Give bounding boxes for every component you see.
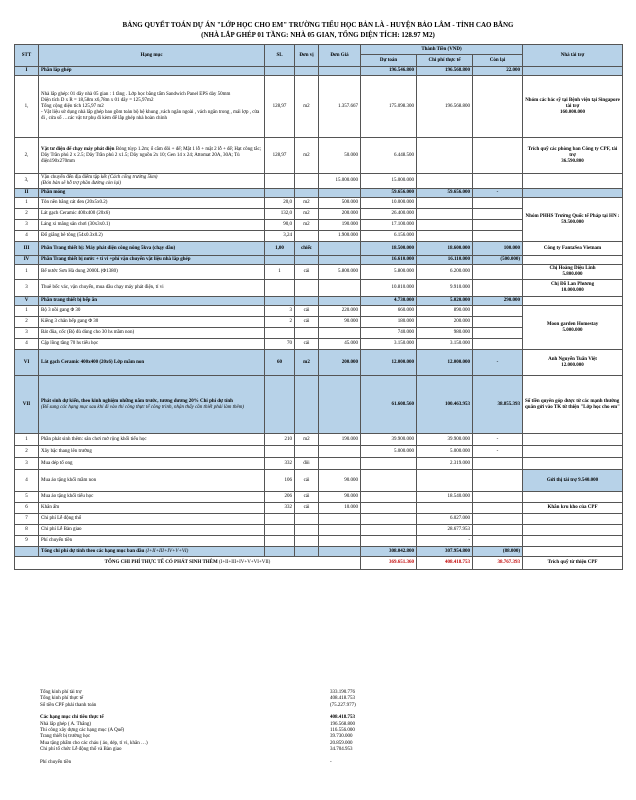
item-name: Tôn nền bằng cát đen (20x5x0.2) bbox=[39, 198, 265, 209]
header-du-toan: Dự toán bbox=[361, 55, 417, 67]
section-name: Phần trang thiết bị bếp ăn bbox=[39, 297, 265, 306]
sponsor-name: Anh Nguyễn Tuấn Việt bbox=[548, 356, 597, 362]
con-lai-cell: 22.000 bbox=[473, 67, 523, 76]
stt-cell: 1, bbox=[15, 76, 39, 138]
summary-value: (75.227.977) bbox=[330, 702, 356, 708]
item-description bbox=[39, 138, 265, 174]
summary-label: Phí chuyển tiền bbox=[40, 759, 72, 765]
stt-cell: II bbox=[15, 189, 39, 198]
section-name: Phần lắp ghép bbox=[39, 67, 265, 76]
desc-line: Tổng cộng diện tích 125,97 m2 bbox=[41, 103, 104, 109]
du-toan-cell: 369.651.360 bbox=[361, 557, 417, 570]
sl-cell: 90,0 bbox=[265, 220, 295, 231]
du-toan-cell: 18.500.000 bbox=[361, 242, 417, 256]
table-row bbox=[15, 306, 623, 317]
dv-cell: m2 bbox=[295, 198, 319, 209]
du-toan-cell: 10.000.000 bbox=[361, 198, 417, 209]
section-row bbox=[15, 350, 623, 376]
dv-cell: m2 bbox=[295, 434, 319, 446]
stt-cell: VII bbox=[15, 376, 39, 434]
con-lai-cell: - bbox=[473, 189, 523, 198]
dv-cell: cái bbox=[295, 470, 319, 492]
dg-cell: 220.000 bbox=[319, 306, 361, 317]
desc-text: Vận chuyển đến địa điểm tập kết bbox=[41, 175, 107, 180]
stt-cell: IV bbox=[15, 256, 39, 265]
stt-cell: 5 bbox=[15, 492, 39, 503]
header-nha-tai-tro: Nhà tài trợ bbox=[523, 45, 623, 67]
item-name: Khăn ấm bbox=[39, 503, 265, 514]
du-toan-cell: 5.000.000 bbox=[361, 446, 417, 458]
thuc-te-cell: 28.677.953 bbox=[417, 525, 473, 536]
dg-cell: 1.900.000 bbox=[319, 231, 361, 242]
table-row bbox=[15, 503, 623, 514]
du-toan-cell: 6.156.000 bbox=[361, 231, 417, 242]
du-toan-cell: 17.100.000 bbox=[361, 220, 417, 231]
stt-cell: 7 bbox=[15, 514, 39, 525]
desc-note: (Cách cổng trường 5km) bbox=[106, 175, 158, 180]
sponsor-cell bbox=[523, 138, 623, 174]
section-row bbox=[15, 67, 623, 76]
sponsor-cell: Khăn kru kho của CPF bbox=[523, 503, 623, 514]
item-name: Bể nước Sơn Hà dung 2000L (Φ1380) bbox=[39, 265, 265, 280]
du-toan-cell: 660.000 bbox=[361, 306, 417, 317]
stt-cell: 3, bbox=[15, 174, 39, 189]
table-row bbox=[15, 536, 623, 547]
summary-label: Thi công xây dựng các hạng mục (A Quế) bbox=[40, 728, 125, 734]
thuc-te-cell: 196.568.800 bbox=[417, 76, 473, 138]
item-name: Bộ 3 nồi gang Φ 30 bbox=[39, 306, 265, 317]
sponsor-name: Nhóm các bác sỹ tại Bệnh viện tại Singapore tài trợ bbox=[525, 97, 620, 109]
header-sl: SL bbox=[265, 45, 295, 67]
sponsor-amount: 5.800.000 bbox=[562, 272, 583, 277]
sponsor-name: Trích quỹ các phòng ban Công ty CPF, tài trợ bbox=[527, 146, 618, 158]
sponsor-cell bbox=[523, 306, 623, 350]
sponsor-amount: 160.000.000 bbox=[560, 109, 586, 115]
stt-cell: VI bbox=[15, 350, 39, 376]
header-don-gia: Đơn Giá bbox=[319, 45, 361, 67]
section-row bbox=[15, 189, 623, 198]
thuc-te-cell: 18.600.000 bbox=[417, 242, 473, 256]
table-row bbox=[15, 434, 623, 446]
stt-cell: 3 bbox=[15, 220, 39, 231]
dv-cell: m2 bbox=[295, 76, 319, 138]
summary-label: Trang thiết bị trường học bbox=[40, 734, 91, 740]
subtotal-name: Tổng chi phí dự tính theo các hạng mục ban đầu bbox=[41, 548, 145, 554]
item-name: Cặp lồng tầng 70 hs tiểu học bbox=[39, 339, 265, 350]
section-row bbox=[15, 297, 623, 306]
stt-cell: 8 bbox=[15, 525, 39, 536]
sponsor-cell bbox=[523, 350, 623, 376]
summary-label: Chi phí tổ chức Lễ động thổ và Bàn giao bbox=[40, 747, 122, 753]
summary-block bbox=[40, 690, 450, 766]
sl-cell: 20,0 bbox=[265, 198, 295, 209]
du-toan-cell: 175.098.300 bbox=[361, 76, 417, 138]
dg-cell: 1.357.667 bbox=[319, 76, 361, 138]
summary-label: Số tiền CPF phải thanh toán bbox=[40, 702, 97, 708]
header-stt: STT bbox=[15, 45, 39, 67]
du-toan-cell: 12.000.000 bbox=[361, 350, 417, 376]
dv-cell: cái bbox=[295, 317, 319, 328]
dg-cell: 200.000 bbox=[319, 209, 361, 220]
thuc-te-cell: 200.000 bbox=[417, 317, 473, 328]
dv-cell: cái bbox=[295, 503, 319, 514]
thuc-te-cell: 5.000.000 bbox=[417, 446, 473, 458]
summary-value: 39.730.000 bbox=[330, 734, 353, 740]
dg-cell: 45.000 bbox=[319, 339, 361, 350]
du-toan-cell: 308.042.800 bbox=[361, 547, 417, 557]
dv-cell: m2 bbox=[295, 220, 319, 231]
dv-cell: m2 bbox=[295, 209, 319, 220]
dv-cell: m2 bbox=[295, 350, 319, 376]
summary-value: 408.418.753 bbox=[330, 715, 355, 721]
thuc-te-cell: 196.568.800 bbox=[417, 67, 473, 76]
sl-cell: 1,00 bbox=[265, 242, 295, 256]
grand-total-note: (I+II+III+IV+V+VI+VII) bbox=[217, 560, 271, 565]
sponsor-cell bbox=[523, 198, 623, 242]
sl-cell: 60 bbox=[265, 350, 295, 376]
header-thuc-te: Chi phí thực tế bbox=[417, 55, 473, 67]
dg-cell: 200.000 bbox=[319, 350, 361, 376]
sponsor-cell bbox=[523, 280, 623, 297]
thuc-te-cell: 2.319.000 bbox=[417, 458, 473, 470]
desc-line: - Vật liệu sử dụng nhà lắp ghép bao gồm toàn bộ hệ khung ,vách ngăn ngoài , vách ngăn trong , mái lợp , cửa đi , cửa sổ …các vật tư phụ đi kèm để lắp ghép nhà hoàn chỉnh bbox=[41, 109, 260, 121]
sl-cell: 128,97 bbox=[265, 138, 295, 174]
du-toan-cell: 59.656.000 bbox=[361, 189, 417, 198]
stt-cell: 1 bbox=[15, 434, 39, 446]
title-line-1: BẢNG QUYẾT TOÁN DỰ ÁN "LỚP HỌC CHO EM" TRƯỜNG TIỂU HỌC BẢN LÀ - HUYỆN BẢO LÂM - TỈNH CAO BẰNG bbox=[122, 21, 514, 29]
sponsor-amount: 36.590.800 bbox=[561, 158, 584, 164]
du-toan-cell: 3.150.000 bbox=[361, 339, 417, 350]
dg-cell: 500.000 bbox=[319, 198, 361, 209]
sl-cell: 128,97 bbox=[265, 76, 295, 138]
con-lai-cell: 100.000 bbox=[473, 242, 523, 256]
item-name: Thuê bốc vác, vận chuyển, mua dầu chạy máy phát điện, tỉ vi bbox=[39, 280, 265, 297]
summary-label: Mua tặng phẩm cho các cháu ( áo, dép, tỉ vi, khăn …) bbox=[40, 740, 148, 746]
table-row bbox=[15, 174, 623, 189]
sponsor-cell bbox=[523, 265, 623, 280]
sl-cell: 70 bbox=[265, 339, 295, 350]
thuc-te-cell: 307.954.800 bbox=[417, 547, 473, 557]
table-row bbox=[15, 492, 623, 503]
sl-cell: 106 bbox=[265, 470, 295, 492]
stt-cell: 2 bbox=[15, 446, 39, 458]
sl-cell: 132,0 bbox=[265, 209, 295, 220]
du-toan-cell: 26.400.000 bbox=[361, 209, 417, 220]
item-name: Mua dép tổ ong bbox=[39, 458, 265, 470]
du-toan-cell: 740.000 bbox=[361, 328, 417, 339]
sponsor-amount: 10.000.000 bbox=[561, 288, 584, 293]
item-name: Lát gạch Ceramic 400x400 (20x6) bbox=[39, 209, 265, 220]
item-name: Xây bậc thang lên trường bbox=[39, 446, 265, 458]
du-toan-cell: 180.000 bbox=[361, 317, 417, 328]
dg-cell: 10.000 bbox=[319, 503, 361, 514]
sponsor-cell: Số tiền quyên góp được từ các mạnh thường quân gửi vào TK từ thiện "Lớp học cho em" bbox=[523, 376, 623, 434]
item-description bbox=[39, 76, 265, 138]
du-toan-cell: 5.800.000 bbox=[361, 265, 417, 280]
section-name: Phần Trang thiết bị: Máy phát điện công nông 5kva (chạy dầu) bbox=[39, 242, 265, 256]
du-toan-cell: 39.900.000 bbox=[361, 434, 417, 446]
header-con-lai: Còn lại bbox=[473, 55, 523, 67]
sl-cell: 3 bbox=[265, 306, 295, 317]
thuc-te-cell: 100.463.953 bbox=[417, 376, 473, 434]
sponsor-name: Chị Hoàng Diệu Linh bbox=[549, 266, 596, 271]
thuc-te-cell: 18.540.000 bbox=[417, 492, 473, 503]
item-description bbox=[39, 174, 265, 189]
sponsor-cell: Trích quỹ từ thiện CPF bbox=[523, 557, 623, 570]
thuc-te-cell: 890.000 bbox=[417, 306, 473, 317]
table-row bbox=[15, 470, 623, 492]
summary-row bbox=[40, 760, 450, 766]
table-row bbox=[15, 525, 623, 536]
thuc-te-cell: 980.000 bbox=[417, 328, 473, 339]
section-row bbox=[15, 376, 623, 434]
section-name: Phần Trang thiết bị nước + tỉ vi +phí vận chuyển vật liệu nhà lắp ghép bbox=[39, 256, 265, 265]
subtotal-label bbox=[39, 547, 265, 557]
sponsor-amount: 5.000.000 bbox=[562, 327, 583, 333]
dg-cell: 90.000 bbox=[319, 492, 361, 503]
stt-cell: I bbox=[15, 67, 39, 76]
stt-cell: 4 bbox=[15, 231, 39, 242]
summary-label: Tổng kinh phí tài trợ bbox=[40, 690, 82, 695]
desc-text: Bóng túyp 1.2m; ổ cắm đôi + đế; Mặt 1 lỗ + mặt 2 lỗ + đế; Hạt công tắc; Dây Trần phú 2 x 2.5; Dây Trần phú 2 x1.5; Dây nguồn 2x 10; Gen 14 x 24; Attomat 20A, 30A; Tủ điện190x270mm bbox=[41, 146, 262, 164]
item-name: Phần phát sinh thêm: sân chơi mở rộng khối tiểu học bbox=[39, 434, 265, 446]
dv-cell: cái bbox=[295, 339, 319, 350]
du-toan-cell: 196.546.800 bbox=[361, 67, 417, 76]
dg-cell: 190.000 bbox=[319, 434, 361, 446]
item-name: Chi phí Lễ động thổ bbox=[39, 514, 265, 525]
sponsor-name: Moon garden Homestay bbox=[546, 321, 599, 327]
sponsor-name: Chị Đỗ Lan Phương bbox=[550, 282, 595, 287]
du-toan-cell: 4.730.000 bbox=[361, 297, 417, 306]
sponsor-cell: Gửi thị tài trợ 9.540.000 bbox=[523, 470, 623, 492]
stt-cell: 1 bbox=[15, 306, 39, 317]
dg-cell: 5.800.000 bbox=[319, 265, 361, 280]
item-name: Đổ giằng bê tông (54x0.3x0.2) bbox=[39, 231, 265, 242]
stt-cell: V bbox=[15, 297, 39, 306]
table-row bbox=[15, 446, 623, 458]
thuc-te-cell: 408.418.753 bbox=[417, 557, 473, 570]
grand-total-name: TỔNG CHI PHÍ THỰC TẾ CÓ PHÁT SINH THÊM bbox=[104, 560, 218, 565]
item-name: Mua áo tặng khối tiểu học bbox=[39, 492, 265, 503]
sponsor-cell bbox=[523, 76, 623, 138]
dg-cell: 190.000 bbox=[319, 220, 361, 231]
section-title: Phát sinh dự kiến, theo kinh nghiệm những năm trước, tương đương 20% Chi phí dự tính bbox=[41, 398, 233, 404]
stt-cell: 1 bbox=[15, 198, 39, 209]
du-toan-cell: 10.810.000 bbox=[361, 280, 417, 297]
thuc-te-cell: 59.656.000 bbox=[417, 189, 473, 198]
summary-label: Tổng kinh phí thực tế bbox=[40, 696, 84, 702]
thuc-te-cell: 16.110.000 bbox=[417, 256, 473, 265]
stt-cell: 3 bbox=[15, 280, 39, 297]
dv-cell: chiếc bbox=[295, 242, 319, 256]
desc-bold: Vật tư điện để chạy máy phát điện bbox=[41, 146, 115, 152]
thuc-te-cell: 39.900.000 bbox=[417, 434, 473, 446]
summary-value: - bbox=[330, 759, 332, 765]
stt-cell: 4 bbox=[15, 470, 39, 492]
section-note: (Bổ sung các hạng mục sau khi đi vào thi công thực tế công trình, nhận thấy cần thiết phải làm thêm) bbox=[41, 404, 244, 410]
desc-line: Nhà lắp ghép: 01 dãy nhà 05 gian : 1 tầng . Lớp học bằng tấm Sandwich Panel EPS dày 50mm bbox=[41, 91, 231, 97]
item-name: Láng xi măng sân chơi (30x3x0.1) bbox=[39, 220, 265, 231]
item-name: Kiềng 3 chân bếp gang Φ 30 bbox=[39, 317, 265, 328]
dv-cell: cái bbox=[295, 306, 319, 317]
thuc-te-cell: 5.020.000 bbox=[417, 297, 473, 306]
header-don-vi: Đơn vị bbox=[295, 45, 319, 67]
sl-cell: 332 bbox=[265, 503, 295, 514]
dv-cell: cái bbox=[295, 265, 319, 280]
sl-cell: 206 bbox=[265, 492, 295, 503]
summary-value: 196.568.800 bbox=[330, 721, 355, 727]
du-toan-cell: 16.610.000 bbox=[361, 256, 417, 265]
section-name: Phần móng bbox=[39, 189, 265, 198]
subtotal-row bbox=[15, 547, 623, 557]
du-toan-cell: 15.000.000 bbox=[361, 174, 417, 189]
dg-cell: 90.000 bbox=[319, 470, 361, 492]
stt-cell: 4 bbox=[15, 339, 39, 350]
settlement-table bbox=[14, 44, 623, 570]
title-line-2: (NHÀ LẮP GHÉP 01 TẦNG: NHÀ 05 GIAN, TỔNG DIỆN TÍCH: 128.97 M2) bbox=[201, 31, 435, 39]
dv-cell bbox=[295, 231, 319, 242]
stt-cell: 2, bbox=[15, 138, 39, 174]
con-lai-cell: - bbox=[473, 350, 523, 376]
summary-value: 34.704.953 bbox=[330, 747, 353, 753]
table-row bbox=[15, 76, 623, 138]
stt-cell: 3 bbox=[15, 328, 39, 339]
table-row bbox=[15, 458, 623, 470]
section-row bbox=[15, 242, 623, 256]
table-row bbox=[15, 514, 623, 525]
stt-cell: 2 bbox=[15, 317, 39, 328]
document-title bbox=[0, 20, 636, 40]
dv-cell: m2 bbox=[295, 138, 319, 174]
sponsor-amount: 59.500.000 bbox=[561, 219, 584, 225]
con-lai-cell: (500.000) bbox=[473, 256, 523, 265]
thuc-te-cell: 6.200.000 bbox=[417, 265, 473, 280]
sl-cell: 210 bbox=[265, 434, 295, 446]
con-lai-cell: 290.000 bbox=[473, 297, 523, 306]
dg-cell: 15.000.000 bbox=[319, 174, 361, 189]
item-name: Chi phí Lễ Bàn giao bbox=[39, 525, 265, 536]
thuc-te-cell: 9.910.000 bbox=[417, 280, 473, 297]
sl-cell: 332 bbox=[265, 458, 295, 470]
item-name: Bát đũa, cốc (Bộ đủ dùng cho 30 hs mầm non) bbox=[39, 328, 265, 339]
header-hang-muc: Hạng mục bbox=[39, 45, 265, 67]
con-lai-cell: 38.855.393 bbox=[473, 376, 523, 434]
dg-cell: 50.000 bbox=[319, 138, 361, 174]
stt-cell: III bbox=[15, 242, 39, 256]
item-name: Phí chuyển tiền bbox=[39, 536, 265, 547]
table-row bbox=[15, 265, 623, 280]
desc-line: Diện tích D x R = 18,58m x6,78m x 01 dãy = 125,97m2 bbox=[41, 97, 154, 103]
table-row bbox=[15, 280, 623, 297]
sl-cell: 3,24 bbox=[265, 231, 295, 242]
stt-cell: 2 bbox=[15, 209, 39, 220]
thuc-te-cell: 6.027.000 bbox=[417, 514, 473, 525]
stt-cell: 1 bbox=[15, 265, 39, 280]
thuc-te-cell: 12.000.000 bbox=[417, 350, 473, 376]
header-thanh-tien: Thành Tiền (VND) bbox=[361, 45, 523, 55]
table-row bbox=[15, 198, 623, 209]
section-row bbox=[15, 256, 623, 265]
con-lai-cell: - bbox=[473, 434, 523, 446]
summary-label: Nhà lắp ghép ( A. Thắng) bbox=[40, 721, 92, 727]
summary-value: 333.190.776 bbox=[330, 690, 355, 695]
con-lai-cell: 38.767.393 bbox=[473, 557, 523, 570]
stt-cell: 9 bbox=[15, 536, 39, 547]
dv-cell: đôi bbox=[295, 458, 319, 470]
section-name: Lát gạch Ceramic 400x400 (20x6) Lớp mầm non bbox=[39, 350, 265, 376]
summary-value: 116.556.000 bbox=[330, 728, 355, 734]
sponsor-cell: Công ty FantaSea Vietnam bbox=[523, 242, 623, 256]
con-lai-cell: - bbox=[473, 446, 523, 458]
stt-cell: 6 bbox=[15, 503, 39, 514]
summary-label: Các hạng mục chi tiêu thực tế bbox=[40, 715, 104, 721]
item-name: Mua áo tặng khối mầm non bbox=[39, 470, 265, 492]
grand-total-row bbox=[15, 557, 623, 570]
grand-total-label bbox=[15, 557, 361, 570]
desc-note: (Đón bàn sẽ hỗ trợ phần đường còn lại) bbox=[41, 181, 122, 186]
thuc-te-cell: 3.150.000 bbox=[417, 339, 473, 350]
du-toan-cell: 61.608.560 bbox=[361, 376, 417, 434]
subtotal-note: (I+II+III+IV+V+VI) bbox=[144, 548, 189, 554]
sl-cell: 2 bbox=[265, 317, 295, 328]
summary-value: 408.418.753 bbox=[330, 696, 355, 702]
con-lai-cell: (88.000) bbox=[473, 547, 523, 557]
dg-cell: 90.000 bbox=[319, 317, 361, 328]
section-name bbox=[39, 376, 265, 434]
sponsor-amount: 12.000.000 bbox=[561, 362, 584, 368]
du-toan-cell: 6.448.500 bbox=[361, 138, 417, 174]
sponsor-name: Nhóm PHHS Trường Quốc tế Pháp tại HN : bbox=[525, 213, 620, 219]
dv-cell: cái bbox=[295, 492, 319, 503]
table-row bbox=[15, 138, 623, 174]
summary-value: 20.859.000 bbox=[330, 740, 353, 746]
sl-cell: 1 bbox=[265, 265, 295, 280]
thuc-te-cell: - bbox=[417, 536, 473, 547]
stt-cell: 3 bbox=[15, 458, 39, 470]
